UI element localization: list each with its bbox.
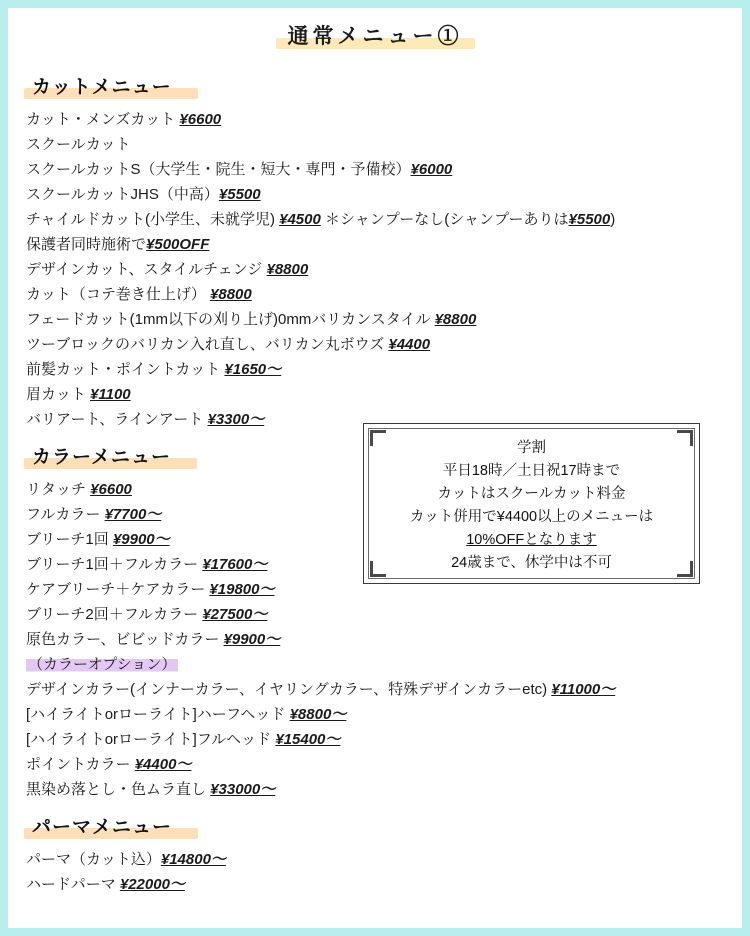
list-item — [26, 702, 742, 727]
list-item — [26, 627, 742, 652]
item-label: 原色カラー、ビビッドカラー — [26, 631, 224, 648]
item-price: ¥27500〜 — [202, 606, 268, 623]
item-label: カット（コテ巻き仕上げ） — [26, 286, 211, 303]
item-note: ＊シャンプーなし(シャンプーありは — [320, 211, 569, 228]
item-label: 眉カット — [26, 386, 91, 403]
item-label: ハードパーマ — [26, 876, 120, 893]
section-perm — [8, 812, 742, 897]
list-item — [26, 207, 742, 232]
list-item — [26, 307, 742, 332]
item-price: ¥5500 — [218, 186, 261, 203]
item-price: ¥8800 — [210, 286, 252, 303]
item-price: ¥8800〜 — [289, 706, 347, 723]
item-label: [ハイライトorローライト]フルヘッド — [26, 731, 276, 748]
list-item — [26, 602, 742, 627]
list-item — [26, 157, 742, 182]
item-label: パーマ（カット込） — [26, 851, 161, 868]
list-item — [26, 132, 742, 157]
item-label: フルカラー — [26, 506, 105, 523]
item-label: 黒染め落とし・色ムラ直し — [26, 781, 211, 798]
student-discount-title: 学割 — [517, 440, 546, 456]
item-price: ¥1650〜 — [224, 361, 282, 378]
section-heading-cut — [28, 72, 176, 99]
item-label: [ハイライトorローライト]ハーフヘッド — [26, 706, 290, 723]
section-heading-color — [28, 442, 175, 469]
student-discount-box — [363, 423, 700, 584]
list-item-option-header — [26, 652, 742, 677]
item-price-alt: ¥5500 — [568, 211, 611, 228]
cut-menu-list — [26, 107, 742, 432]
item-price: ¥8800 — [434, 311, 477, 328]
item-price: ¥8800 — [266, 261, 309, 278]
item-price: ¥22000〜 — [119, 876, 185, 893]
item-price: ¥9900〜 — [223, 631, 281, 648]
page-title-text: 通常メニュー① — [287, 25, 463, 48]
item-note-end: ) — [610, 211, 616, 228]
item-price: ¥33000〜 — [210, 781, 276, 798]
item-price: ¥4400 — [388, 336, 431, 353]
item-label: 保護者同時施術で — [26, 236, 147, 253]
student-discount-cut-note: カットはスクールカット料金 — [437, 486, 626, 502]
student-discount-combo-note: カット併用で¥4400以上のメニューは — [409, 509, 654, 525]
item-price: ¥6000 — [410, 161, 453, 178]
item-label: デザインカット、スタイルチェンジ — [26, 261, 267, 278]
item-label: チャイルドカット(小学生、未就学児) — [26, 211, 280, 228]
item-price: ¥14800〜 — [160, 851, 226, 868]
item-label: フェードカット(1mm以下の刈り上げ)0mmバリカンスタイル — [26, 311, 435, 328]
item-label: ツーブロックのバリカン入れ直し、バリカン丸ボウズ — [26, 336, 389, 353]
item-price: ¥6600 — [90, 481, 132, 498]
item-label: ポイントカラー — [26, 756, 135, 773]
color-option-label: （カラーオプション） — [28, 656, 177, 673]
list-item — [26, 282, 742, 307]
item-price: ¥4500 — [279, 211, 321, 228]
item-label: ブリーチ1回＋フルカラー — [26, 556, 203, 573]
student-discount-hours: 平日18時／土日祝17時まで — [442, 463, 621, 479]
item-price: ¥17600〜 — [202, 556, 268, 573]
section-heading-perm-text: パーマメニュー — [32, 817, 173, 838]
list-item — [26, 332, 742, 357]
item-price: ¥1100 — [90, 386, 131, 403]
item-label: スクールカットJHS（中高） — [26, 186, 219, 203]
item-label: リタッチ — [26, 481, 91, 498]
item-label: スクールカット — [26, 136, 131, 153]
list-item — [26, 257, 742, 282]
list-item — [26, 847, 742, 872]
item-label: ブリーチ2回＋フルカラー — [26, 606, 203, 623]
section-heading-perm — [28, 812, 176, 839]
student-discount-age-note: 24歳まで、休学中は不可 — [451, 555, 612, 571]
list-item — [26, 752, 742, 777]
item-price: ¥3300〜 — [207, 411, 265, 428]
list-item — [26, 677, 742, 702]
student-discount-content — [364, 424, 699, 575]
page-title-area — [8, 8, 742, 62]
item-label: ケアブリーチ＋ケアカラー — [26, 581, 210, 598]
menu-page — [8, 8, 742, 928]
list-item — [26, 357, 742, 382]
item-price: ¥11000〜 — [551, 681, 616, 698]
item-price: ¥19800〜 — [209, 581, 275, 598]
item-price: ¥500OFF — [146, 236, 210, 253]
list-item — [26, 232, 742, 257]
item-label: カット・メンズカット — [26, 111, 180, 128]
item-label: デザインカラー(インナーカラー、イヤリングカラー、特殊デザインカラーetc) — [26, 681, 552, 698]
list-item — [26, 872, 742, 897]
section-heading-cut-text: カットメニュー — [32, 77, 172, 98]
list-item — [26, 777, 742, 802]
section-cut — [8, 72, 742, 432]
section-heading-color-text: カラーメニュー — [32, 447, 172, 468]
list-item — [26, 727, 742, 752]
item-label: バリアート、ラインアート — [26, 411, 208, 428]
item-price: ¥15400〜 — [275, 731, 341, 748]
item-price: ¥6600 — [179, 111, 222, 128]
perm-menu-list — [26, 847, 742, 897]
item-price: ¥4400〜 — [134, 756, 192, 773]
page-title — [282, 20, 469, 50]
item-label: ブリーチ1回 — [26, 531, 113, 548]
item-label: 前髪カット・ポイントカット — [26, 361, 225, 378]
list-item — [26, 382, 742, 407]
item-label: スクールカットS（大学生・院生・短大・専門・予備校） — [26, 161, 411, 178]
item-price: ¥7700〜 — [104, 506, 162, 523]
list-item — [26, 107, 742, 132]
list-item — [26, 182, 742, 207]
item-price: ¥9900〜 — [112, 531, 170, 548]
student-discount-percent: 10%OFFとなります — [466, 532, 597, 548]
